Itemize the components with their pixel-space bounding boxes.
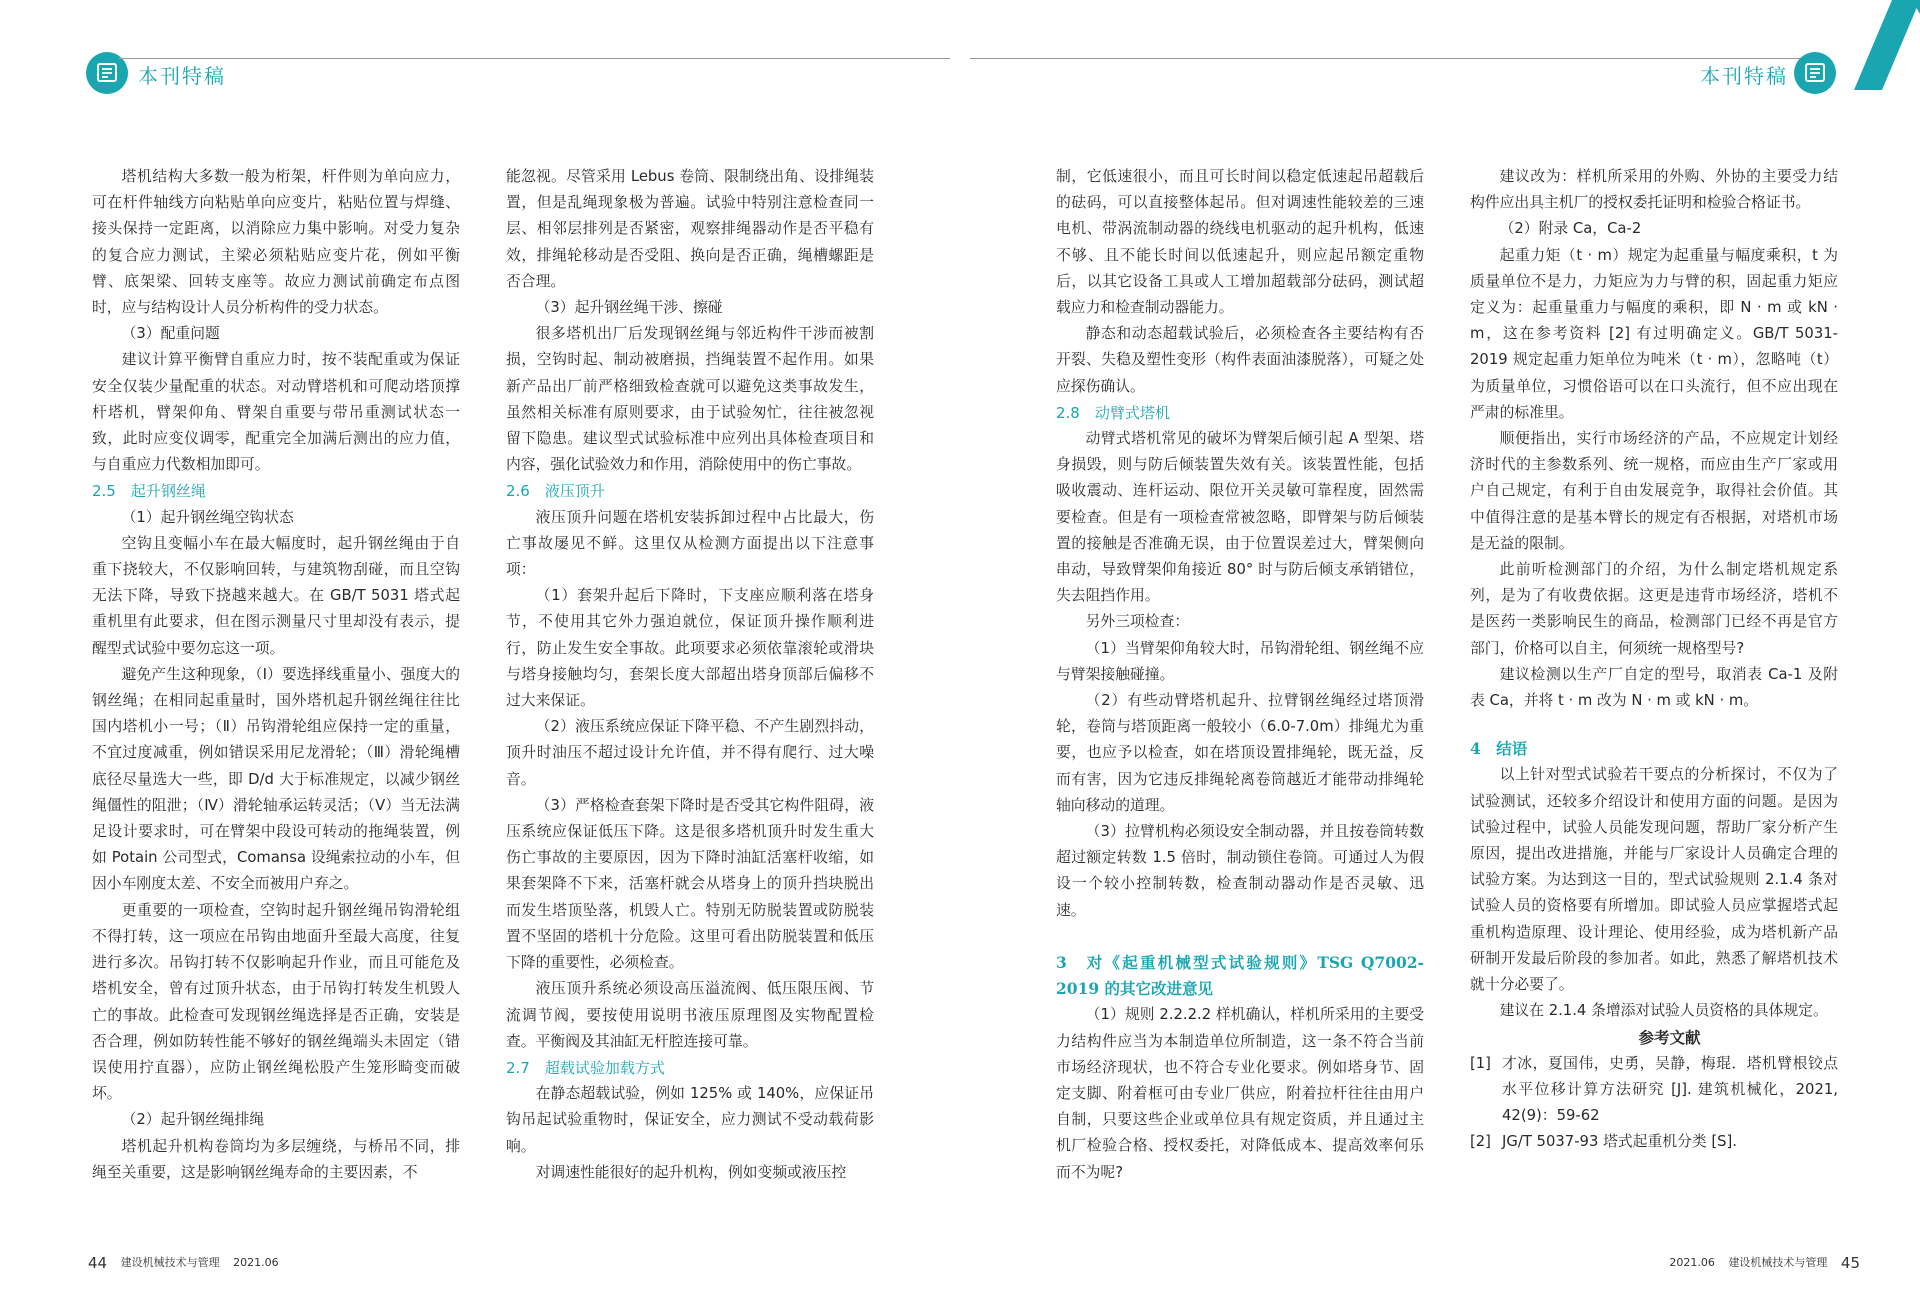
paragraph: 避免产生这种现象，（Ⅰ）要选择线重量小、强度大的钢丝绳；在相同起重量时，国外塔机起升钢丝绳往往比国内塔机小一号；（Ⅱ）吊钩滑轮组应保持一定的重量，不宜过度减重，例如错误采用尼龙滑轮；（Ⅲ）滑轮绳槽底径尽量选大一些，即 D/d 大于标准规定，以减少钢丝绳僵性的阻泄；（Ⅳ）滑轮轴承运转灵活；（Ⅴ）当无法满足设计要求时，可在臂架中段设可转动的拖绳装置，例如 Potain 公司型式，Comansa 设绳索拉动的小车，但因小车刚度太差、不安全而被用户弃之。 [92, 665, 460, 893]
reference-item [1470, 1129, 1838, 1155]
paragraph: 顺便指出，实行市场经济的产品，不应规定计划经济时代的主参数系列、统一规格，而应由生产厂家或用户自己规定，有利于自由发展竞争，取得社会价值。其中值得注意的是基本臂长的规定有否根据，对塔机市场是无益的限制。 [1470, 430, 1838, 552]
corner-stripe-decoration [1850, 0, 1920, 90]
sub-heading: （3）配重问题 [121, 325, 220, 343]
page-number: 45 [1840, 1254, 1860, 1272]
section-heading-2-5: 2.5 起升钢丝绳 [92, 482, 206, 501]
paragraph: 更重要的一项检查，空钩时起升钢丝绳吊钩滑轮组不得打转，这一项应在吊钩由地面升至最大高度，往复进行多次。吊钩打转不仅影响起升作业，而且可能危及塔机安全，曾有过顶升状态，由于吊钩打转发生机毁人亡的事故。此检查可发现钢丝绳选择是否正确，安装是否合理，例如防转性能不够好的钢丝绳端头未固定（错误使用拧直器），应防止钢丝绳松股产生笼形畸变而破坏。 [92, 901, 460, 1103]
paragraph: 此前听检测部门的介绍，为什么制定塔机规定系列，是为了有收费依据。这更是违背市场经济，塔机不是医药一类影响民生的商品，检测部门已经不再是官方部门，价格可以自主，何须统一规格型号? [1470, 561, 1838, 657]
issue-date: 2021.06 [233, 1256, 279, 1269]
paragraph: 建议改为：样机所采用的外购、外协的主要受力结构件应出具主机厂的授权委托证明和检验合格证书。 [1470, 168, 1838, 212]
reference-text: 才冰，夏国伟，史勇，吴静，梅琨．塔机臂根铰点水平位移计算方法研究 [J]. 建筑机械化，2021, 42(9)：59-62 [1502, 1054, 1838, 1125]
reference-text: JG/T 5037-93 塔式起重机分类 [S]. [1502, 1133, 1738, 1151]
paragraph: 动臂式塔机常见的破坏为臂架后倾引起 A 型架、塔身损毁，则与防后倾装置失效有关。该装置性能，包括吸收震动、连杆运动、限位开关灵敏可靠程度，固然需要检查。但是有一项检查常被忽略，即臂架与防后倾装置的接触是否准确无误，由于位置误差过大，臂架侧向串动，导致臂架仰角接近 80° 时与防后倾支承销错位，失去阻挡作用。 [1056, 430, 1424, 605]
sub-heading: （2）附录 Ca，Ca-2 [1499, 220, 1642, 238]
section-heading-2-7: 2.7 超载试验加载方式 [506, 1058, 665, 1077]
book-icon [1794, 52, 1836, 94]
issue-date: 2021.06 [1669, 1256, 1715, 1269]
paragraph: 在静态超载试验，例如 125% 或 140%，应保证吊钩吊起试验重物时，保证安全，应力测试不受动载荷影响。 [506, 1085, 874, 1155]
journal-name: 建设机械技术与管理 [120, 1256, 220, 1269]
journal-name: 建设机械技术与管理 [1728, 1256, 1828, 1269]
paragraph: 能忽视。尽管采用 Lebus 卷筒、限制绕出角、设排绳装置，但是乱绳现象极为普遍。试验中特别注意检查同一层、相邻层排列是否紧密，观察排绳器动作是否平稳有效，排绳轮移动是否受阻、换向是否正确，绳槽螺距是否合理。 [506, 168, 874, 290]
sub-heading: （1）起升钢丝绳空钩状态 [121, 508, 294, 526]
header-rule-left [118, 58, 950, 59]
column-4 [1470, 164, 1838, 1156]
section-heading-2-8: 2.8 动臂式塔机 [1056, 403, 1170, 422]
paragraph: 建议检测以生产厂自定的型号，取消表 Ca-1 及附表 Ca，并将 t · m 改为 N · m 或 kN · m。 [1470, 665, 1838, 710]
header-rule-right [970, 58, 1800, 59]
paragraph: 对调速性能很好的起升机构，例如变频或液压控 [535, 1163, 847, 1181]
paragraph: （2）有些动臂塔机起升、拉臂钢丝绳经过塔顶滑轮，卷筒与塔顶距离一般较小（6.0-7.0m）排绳尤为重要，也应予以检查，如在塔顶设置排绳轮，既无益，反而有害，因为它违反排绳轮离卷筒越近才能带动排绳轮轴向移动的道理。 [1056, 692, 1424, 814]
paragraph: 很多塔机出厂后发现钢丝绳与邻近构件干涉而被割损，空钩时起、制动被磨损，挡绳装置不起作用。如果新产品出厂前严格细致检查就可以避免这类事故发生，虽然相关标准有原则要求，由于试验匆忙，往往被忽视留下隐患。建议型式试验标准中应列出具体检查项目和内容，强化试验效力和作用，消除使用中的伤亡事故。 [506, 325, 874, 474]
paragraph: 制，它低速很小，而且可长时间以稳定低速起吊超载后的砝码，可以直接整体起吊。但对调速性能较差的三速电机、带涡流制动器的绕线电机驱动的起升机构，低速不够、且不能长时间以低速起升，则应起吊额定重物后，以其它设备工具或人工增加超载部分砝码，测试超载应力和检查制动器能力。 [1056, 168, 1424, 317]
section-title-left: 本刊特稿 [138, 64, 226, 88]
footer-left [88, 1254, 289, 1272]
column-2 [506, 164, 874, 1186]
paragraph: 塔机结构大多数一般为桁架，杆件则为单向应力，可在杆件轴线方向粘贴单向应变片，粘贴位置与焊缝、接头保持一定距离，以消除应力集中影响。对受力复杂的复合应力测试，主梁必须粘贴应变片花，例如平衡臂、底架梁、回转支座等。故应力测试前确定布点图时，应与结构设计人员分析构件的受力状态。 [92, 168, 460, 317]
section-title-right: 本刊特稿 [1700, 64, 1788, 88]
reference-number: [2] [1470, 1133, 1491, 1151]
paragraph: 静态和动态超载试验后，必须检查各主要结构有否开裂、失稳及塑性变形（构件表面油漆脱落），可疑之处应探伤确认。 [1056, 325, 1424, 395]
paragraph: 液压顶升问题在塔机安装拆卸过程中占比最大，伤亡事故屡见不鲜。这里仅从检测方面提出以下注意事项： [506, 508, 874, 579]
section-heading-3: 3 对《起重机械型式试验规则》TSG Q7002-2019 的其它改进意见 [1056, 952, 1424, 999]
section-heading-4: 4 结语 [1470, 739, 1528, 759]
paragraph: 塔机起升机构卷筒均为多层缠绕，与桥吊不同，排绳至关重要，这是影响钢丝绳寿命的主要因素，不 [92, 1137, 460, 1181]
column-3 [1056, 164, 1424, 1186]
paragraph: 液压顶升系统必须设高压溢流阀、低压限压阀、节流调节阀，要按使用说明书液压原理图及实物配置检查。平衡阀及其油缸无杆腔连接可靠。 [506, 980, 874, 1050]
paragraph: （1）当臂架仰角较大时，吊钩滑轮组、钢丝绳不应与臂架接触碰撞。 [1056, 639, 1424, 683]
paragraph: （3）拉臂机构必须设安全制动器，并且按卷筒转数超过额定转数 1.5 倍时，制动锁住卷筒。可通过人为假设一个较小控制转数，检查制动器动作是否灵敏、迅速。 [1056, 823, 1424, 919]
sub-heading: （2）起升钢丝绳排绳 [121, 1111, 265, 1129]
paragraph: （3）严格检查套架下降时是否受其它构件阻碍，液压系统应保证低压下降。这是很多塔机顶升时发生重大伤亡事故的主要原因，因为下降时油缸活塞杆收缩，如果套架降不下来，活塞杆就会从塔身上的顶升挡块脱出而发生塔顶坠落，机毁人亡。特别无防脱装置或防脱装置不坚固的塔机十分危险。这里可看出防脱装置和低压下降的重要性，必须检查。 [506, 796, 874, 972]
paragraph: 建议在 2.1.4 条增添对试验人员资格的具体规定。 [1499, 1002, 1828, 1020]
paragraph: （2）液压系统应保证下降平稳、不产生剧烈抖动，顶升时油压不超过设计允许值，并不得有爬行、过大噪音。 [506, 718, 874, 788]
paragraph: 建议计算平衡臂自重应力时，按不装配重或为保证安全仅装少量配重的状态。对动臂塔机和可爬动塔顶撑杆塔机，臂架仰角、臂架自重要与带吊重测试状态一致，此时应变仪调零，配重完全加满后测出的应力值，与自重应力代数相加即可。 [92, 351, 460, 474]
paragraph: （1）套架升起后下降时，下支座应顺利落在塔身节，不使用其它外力强迫就位，保证顶升操作顺利进行，防止发生安全事故。此项要求必须依靠滚轮或滑块与塔身接触均匀，套架长度大部超出塔身顶部后偏移不过大来保证。 [506, 587, 874, 710]
paragraph: 另外三项检查： [1085, 613, 1190, 631]
paragraph: 以上针对型式试验若干要点的分析探讨，不仅为了试验测试，还较多介绍设计和使用方面的问题。是因为试验过程中，试验人员能发现问题，帮助厂家分析产生原因，提出改进措施，并能与厂家设计人员确定合理的试验方案。为达到这一目的，型式试验规则 2.1.4 条对试验人员的资格要有所增加。即试验人员应掌握塔式起重机构造原理、设计理论、使用经验，成为塔机新产品研制开发最后阶段的参加者。如此，熟悉了解塔机技术就十分必要了。 [1470, 766, 1838, 994]
references-title: 参考文献 [1638, 1028, 1701, 1047]
page-number: 44 [88, 1254, 108, 1272]
sub-heading: （3）起升钢丝绳干涉、擦碰 [535, 299, 723, 317]
reference-number: [1] [1470, 1054, 1491, 1072]
column-1 [92, 164, 460, 1186]
paragraph: 空钩且变幅小车在最大幅度时，起升钢丝绳由于自重下挠较大，不仅影响回转，与建筑物刮碰，而且空钩无法下降，导致下挠越来越大。在 GB/T 5031 塔式起重机里有此要求，但在图示测量尺寸里却没有表示，提醒型式试验中要勿忘这一项。 [92, 534, 460, 657]
section-heading-2-6: 2.6 液压顶升 [506, 482, 605, 501]
reference-item [1470, 1051, 1838, 1130]
paragraph: 起重力矩（t · m）规定为起重量与幅度乘积，t 为质量单位不是力，力矩应为力与臂的积，固起重力矩应定义为：起重量重力与幅度的乘积，即 N · m 或 kN · m，这在参考资料 [2] 有过明确定义。GB/T 5031-2019 规定起重力矩单位为吨米（t · m），忽略吨（t）为质量单位，习惯俗语可以在口头流行，但不应出现在严肃的标准里。 [1470, 246, 1838, 421]
paragraph: （1）规则 2.2.2.2 样机确认，样机所采用的主要受力结构件应当为本制造单位所制造，这一条不符合当前市场经济现状，也不符合专业化要求。例如塔身节、固定支脚、附着框可由专业厂供应，附着拉杆往往由用户自制，只要这些企业或单位具有规定资质，并且通过主机厂检验合格、授权委托，对降低成本、提高效率何乐而不为呢? [1056, 1006, 1424, 1181]
